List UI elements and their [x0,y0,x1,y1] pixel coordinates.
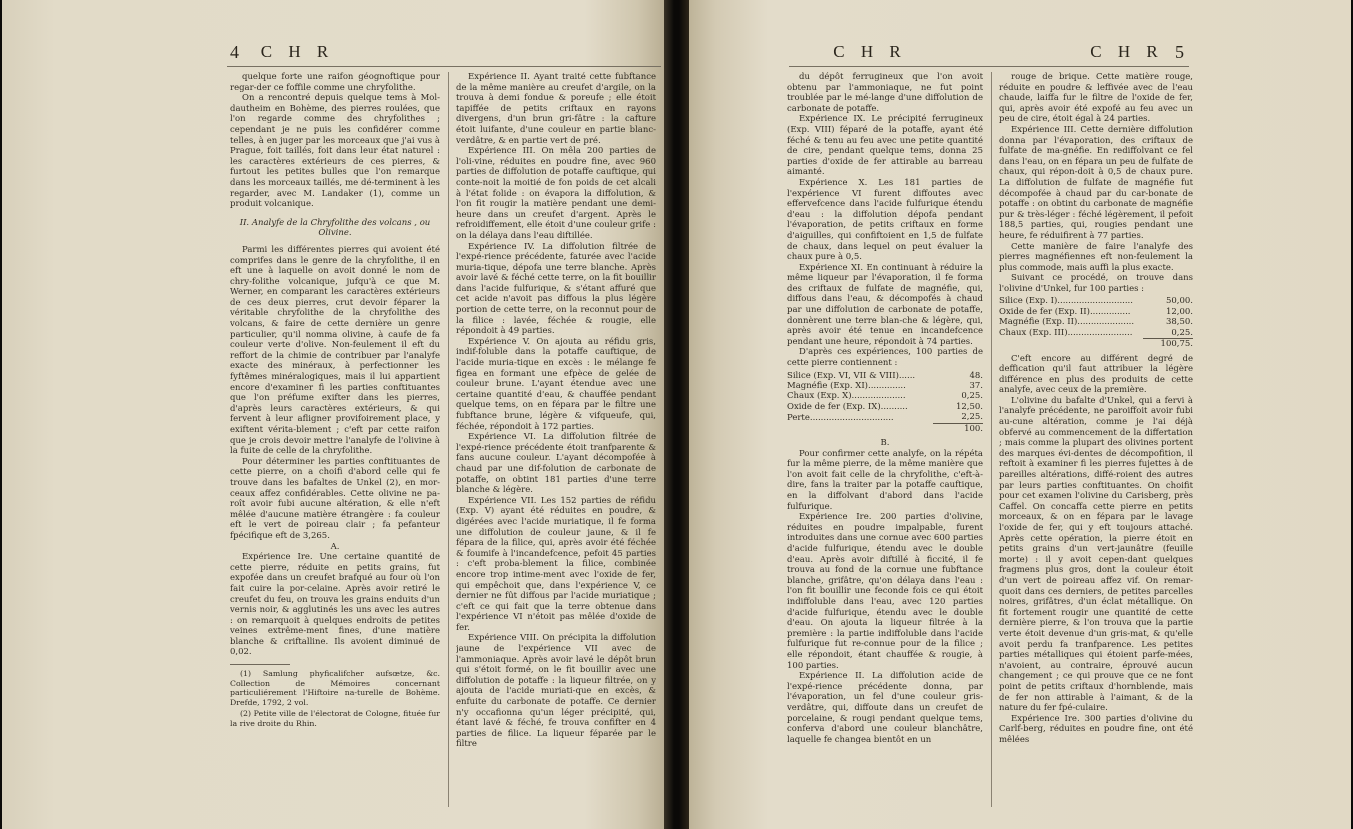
paragraph: quelque forte une raifon géognoftique pour regar-der ce foffile comme une chryfolithe. [230,72,440,93]
paragraph: Expérience II. Ayant traité cette fubftance de la même manière au creufet d'argile, on la trouva à demi fondue & poreufe ; elle étoit tapiffée de petits criftaux en rayons divergens, d'un brun gri-fâtre : la cafture étoit luifante, d'une couleur en partie blanc-verdâtre, & en partie vert de pré. [456,72,656,146]
component-value: 50,00. [1165,296,1193,307]
table-row [787,412,983,423]
composition-table [787,371,983,434]
left-page-header [2,42,333,66]
table-total: 100. [933,423,983,434]
table-row [787,391,983,401]
paragraph: Expérience VIII. On précipita la diffolution jaune de l'expérience VII avec de l'ammoniaque. Après avoir lavé le dépôt brun qui s'étoit formé, on le fit bouillir avec une diffolution de potaffe : la liqueur filtrée, on y ajouta de l'acide muriati-que en excès, & enfuite du carbonate de potaffe. Ce dernier n'y occafionna qu'un léger précipité, qui, étant lavé & féché, fe trouva confifter en 4 parties de filice. La liqueur féparée par le filtre [456,633,656,750]
paragraph: Suivant ce procédé, on trouve dans l'olivine d'Unkel, fur 100 parties : [999,273,1193,294]
component-label: Silice (Exp. VI, VII & VIII)...... [787,370,916,381]
component-value: 48. [969,370,983,381]
paragraph: Expérience VI. La diffolution filtrée de l'expé-rience précédente étoit tranfparente & fans aucune couleur. L'ayant décompofée à chaud par une dif-folution de carbonate de potaffe, on obtint 181 parties d'une terre blanche & légère. [456,432,656,496]
right-page-header [689,42,1351,66]
left-page [2,0,664,829]
right-page-running-title: C H R [1090,42,1164,61]
paragraph: Expérience Ire. 200 parties d'olivine, réduites en poudre impalpable, furent introduites dans une cornue avec 600 parties d'acide fulfurique, étendu avec le double d'eau. Après avoir diftillé à ficcité, il fe trouva au fond de la cornue une fubftance blanche, grifâtre, qu'on délaya dans l'eau : l'on fit bouillir une feconde fois ce qui étoit indiffoluble dans l'eau, avec 120 parties d'acide fulfurique, étendu avec le double d'eau. On ajouta la liqueur filtrée à la première : la partie indiffoluble dans l'acide fulfurique fut re-connue pour de la filice ; elle répondoit, étant chauffée & rougie, à 100 parties. [787,512,983,671]
table-total: 100,75. [1143,339,1193,350]
paragraph: Expérience XI. En continuant à réduire la même liqueur par l'évaporation, il fe forma des criftaux de fulfate de magnéfie, qui, diffous dans l'eau, & décompofés à chaud par une diffolution de carbonate de potaffe, donnèrent une terre blan-che & légère, qui, après avoir été tenue en incandefcence pendant une heure, répondoit à 74 parties. [787,262,983,347]
component-value: 38,50. [1165,317,1193,328]
paragraph: Expérience Ire. 300 parties d'olivine du Carlf-berg, réduites en poudre fine, ont été mêlées [999,713,1193,745]
component-value: 12,00. [1165,306,1193,317]
paragraph: Expérience III. On mêla 200 parties de l'oli-vine, réduites en poudre fine, avec 960 parties de diffolution de potaffe cauftique, qui conte-noit la moitié de fon poids de cet alcali à l'état folide : on évapora la diffolution, & l'on fit rougir la matière pendant une demi-heure dans un creufet d'argent. Après le refroidiffement, elle étoit d'une couleur grife : on la délaya dans l'eau diftillée. [456,146,656,241]
table-row [999,296,1193,306]
component-value: 0,25. [1171,327,1193,338]
table-row [999,328,1193,339]
paragraph: Parmi les différentes pierres qui avoient été comprifes dans le genre de la chryfolithe, il en eft une à laquelle on avoit donné le nom de chry-folithe volcanique, jufqu'à ce que M. Werner, en comparant les caractères extérieurs de ces deux pierres, crut devoir féparer la véritable chryfolithe de la chryfolithe des volcans, & faire de cette dernière un genre particulier, qu'il nomma olivine, à caufe de fa couleur verte d'olive. Non-feulement il eft du reffort de la chimie de contribuer par l'analyfe exacte des minéraux, à perfectionner les fyftêmes minéralogiques, mais il lui appartient encore d'examiner fi les parties conftituantes que l'on préfume exifter dans les pierres, d'après leurs caractères extérieurs, & qui fervent à leur afligner provifoirement place, y exiftent vérita-blement ; c'eft par cette raifon que je crois devoir mettre l'analyfe de l'olivine à la fuite de celle de la chryfolithe. [230,244,440,457]
component-label: Perte............................... [787,412,894,423]
component-value: 2,25. [961,412,983,423]
component-label: Magnéfie (Exp. XI).............. [787,381,906,392]
component-value: 12,50. [955,401,983,412]
paragraph: Expérience IX. Le précipité ferrugineux (Exp. VIII) féparé de la potaffe, ayant été féché & tenu au feu avec une petite quantité de cire, pendant quelque tems, donna 25 parties d'oxide de fer attirable au barreau aimanté. [787,114,983,178]
paragraph: Expérience Ire. Une certaine quantité de cette pierre, réduite en petits grains, fut expofée dans un creufet brafqué au four où l'on fait cuire la por-celaine. Après avoir retiré le creufet du feu, on trouva les grains enduits d'un vernis noir, & agglutinés les uns avec les autres : on remarquoit à quelques endroits de petites veines extrême-ment fines, d'une matière blanche & criftalline. Ils avoient diminué de 0,02. [230,552,440,658]
table-row [787,371,983,381]
paragraph: Expérience III. Cette dernière diffolution donna par l'évaporation, des criftaux de fulfate de ma-gnéfie. En rediffolvant ce fel dans l'eau, on en fépara un peu de fulfate de chaux, qui répon-doit à 0,5 de chaux pure. La diffolution de fulfate de magnéfie fut décompofée à chaud par du car-bonate de potaffe : on obtint du carbonate de magnéfie pur & très-léger : féché légèrement, il pefoit 188,5 parties, qui, rougies pendant une heure, fe réduifirent à 77 parties. [999,124,1193,241]
paragraph: C'eft encore au différent degré de deffication qu'il faut attribuer la légère différence en plus des produits de cette analyfe, avec ceux de la première. [999,353,1193,396]
paragraph: L'olivine du bafalte d'Unkel, qui a fervi à l'analyfe précédente, ne paroiffoit avoir fubi au-cune altération, comme je l'ai déjà obfervé au commencement de la differtation ; mais comme la plupart des olivines portent des marques évi-dentes de décompofition, il reftoit à examiner fi les pierres fujettes à de pareilles altérations, diffé-roient des autres par leurs parties conftituantes. On choifit pour cet examen l'olivine du Carisberg, près Caffel. On concaffa cette pierre en petits morceaux, & on en fépara par le lavage l'oxide de fer, qui y eft toujours attaché. Après cette opération, la pierre étoit en petits grains d'un vert-jaunâtre (feuille morte) : il y avoit cepen-dant quelques fragmens plus gros, dont la couleur étoit d'un vert de poireau affez vif. On remar-quoit dans ces derniers, de petites parcelles noires, grifâtres, d'un éclat métallique. On fit fortement rougir une quantité de cette dernière pierre, & l'on trouva que la partie verte étoit devenue d'un gris-mat, & qu'elle avoit perdu fa tranfparence. Les petites parties métalliques qui étoient parfe-mées, n'avoient, au contraire, éprouvé aucun changement ; ce qui prouve que ce ne font point de petits criftaux d'hornblende, mais de fer non attirable à l'aimant, & de la nature du fer fpé-culaire. [999,395,1193,714]
paragraph: Expérience V. On ajouta au réfidu gris, indif-foluble dans la potaffe cauftique, de l'acide muria-tique en excès : le mélange fe figea en formant une efpèce de gelée de couleur brune. L'ayant étendue avec une certaine quantité d'eau, & chauffée pendant quelque tems, on en fépara par le filtre une fubftance brune, légère & vifqueufe, qui, féchée, répondoit à 172 parties. [456,336,656,432]
left-page-column-rule [448,72,449,807]
component-label: Oxide de fer (Exp. II)............... [999,306,1131,317]
left-page-running-title: C H R [260,42,335,61]
table-total-row [787,423,983,434]
paragraph: rouge de brique. Cette matière rouge, réduite en poudre & leffivée avec de l'eau chaude, laiffa fur le filtre de l'oxide de fer, qui, après avoir été expofé au feu avec un peu de cire, étoit égal à 24 parties. [999,72,1193,125]
right-page-column-1 [787,72,983,807]
paragraph: du dépôt ferrugineux que l'on avoit obtenu par l'ammoniaque, ne fut point troublée par le mé-lange d'une diffolution de carbonate de potaffe. [787,72,983,114]
right-page-running-title-left: C H R [833,42,907,61]
component-label: Magnéfie (Exp. II)..................... [999,317,1135,328]
component-label: Chaux (Exp. III)........................ [999,327,1133,338]
right-page-column-rule [991,72,992,807]
right-page-column-2 [999,72,1193,807]
section-heading: II. Analyfe de la Chryfolithe des volcans , ou Olivine. [239,217,431,239]
paragraph: Expérience II. La diffolution acide de l'expé-rience précédente donna, par l'évaporation, un fel d'une couleur gris-verdâtre, qui, diffoute dans un creufet de porcelaine, & rougi pendant quelque tems, conferva d'abord une couleur blanchâtre, laquelle fe changea bientôt en un [787,671,983,745]
section-letter: B. [880,438,890,449]
paragraph: Expérience X. Les 181 parties de l'expérience VI furent diffoutes avec effervefcence dans l'acide fulfurique étendu d'eau : la diffolution dépofa pendant l'évaporation, de petits criftaux en forme d'aiguilles, qui confiftoient en 1,5 de fulfate de chaux, dans lequel on peut évaluer la chaux pure à 0,5. [787,177,983,263]
spacer [787,423,933,434]
paragraph: Pour déterminer les parties conftituantes de cette pierre, on a choifi d'abord celle qui fe trouve dans les bafaltes de Unkel (2), en mor-ceaux affez confidérables. Cette olivine ne pa-roît avoir fubi aucune altération, & elle n'eft mêlée d'aucune matière étrangère : fa couleur eft le vert de poireau clair ; fa pefanteur fpécifique eft de 3,265. [230,456,440,541]
left-page-column-2 [456,72,656,807]
right-page-number: 5 [1175,42,1184,62]
component-label: Oxide de fer (Exp. IX).......... [787,401,908,412]
book-gutter [664,0,689,829]
left-page-header-rule [227,66,661,67]
component-label: Chaux (Exp. X).................... [787,391,906,402]
table-row [999,307,1193,317]
paragraph: Cette manière de faire l'analyfe des pierres magnéfiennes eft non-feulement la plus commode, mais auffi la plus exacte. [999,241,1193,273]
footnotes [230,669,440,729]
spacer [999,339,1143,350]
left-page-left-half [2,0,440,829]
component-label: Silice (Exp. I)............................ [999,296,1133,307]
footnote: (2) Petite ville de l'électorat de Cologne, fituée fur la rive droite du Rhin. [230,709,440,729]
paragraph: On a rencontré depuis quelque tems à Mol-dautheim en Bohème, des pierres roulées, que l'on regarde comme des chryfolithes ; cependant je ne puis les confidérer comme telles, à en juger par les morceaux que j'ai vus à Prague, foit taillés, foit dans leur état naturel : les caractères extérieurs de ces pierres, & furtout les petites bulles que l'on remarque dans les morceaux taillés, me dé-terminent à les regarder, avec M. Landaker (1), comme un produit volcanique. [230,93,440,210]
right-page [689,0,1351,829]
left-page-column-1 [230,72,440,807]
left-page-number: 4 [230,42,239,62]
table-row [999,317,1193,327]
footnote: (1) Samlung phyficalifcher aufsœtze, &c. Collection de Mémoires concernant particuliérement l'Hiftoire na-turelle de Bohème. Drefde, 1792, 2 vol. [230,669,440,707]
footnote-rule [230,664,290,665]
table-total-row [999,339,1193,350]
paragraph: D'après ces expériences, 100 parties de cette pierre contiennent : [787,347,983,369]
paragraph: Pour confirmer cette analyfe, on la répéta fur la même pierre, de la même manière que l'on avoit fait celle de la chryfolithe, c'eft-à-dire, fans la traiter par la potaffe cauftique, en la diffolvant d'abord dans l'acide fulfurique. [787,448,983,512]
paragraph: Expérience VII. Les 152 parties de réfidu (Exp. V) ayant été réduites en poudre, & digérées avec l'acide muriatique, il fe forma une diffolution de couleur jaune, & il fe fépara de la filice, qui, après avoir été féchée & foumife à l'incandefcence, pefoit 45 parties : c'eft proba-blement la filice, combinée encore trop intime-ment avec l'oxide de fer, qui empêchoit que, dans l'expérience V, ce dernier ne fût diffous par l'acide muriatique ; c'eft ce qui fait que la terre obtenue dans l'expérience VI n'étoit pas mêlée d'oxide de fer. [456,495,656,633]
composition-table [999,296,1193,349]
component-value: 37. [969,381,983,392]
section-letter: A. [330,541,340,552]
table-row [787,381,983,391]
paragraph: Expérience IV. La diffolution filtrée de l'expé-rience précédente, faturée avec l'acide muria-tique, dépofa une terre blanche. Après avoir lavé & féché cette terre, on la fit bouillir dans l'acide fulfurique, & s'étant affuré que cet acide n'avoit pas diffous la plus légère portion de cette terre, on la reconnut pour de la filice : lavée, féchée & rougie, elle répondoit à 49 parties. [456,241,656,337]
right-page-header-rule [789,66,1189,67]
table-row [787,402,983,412]
component-value: 0,25. [961,391,983,402]
